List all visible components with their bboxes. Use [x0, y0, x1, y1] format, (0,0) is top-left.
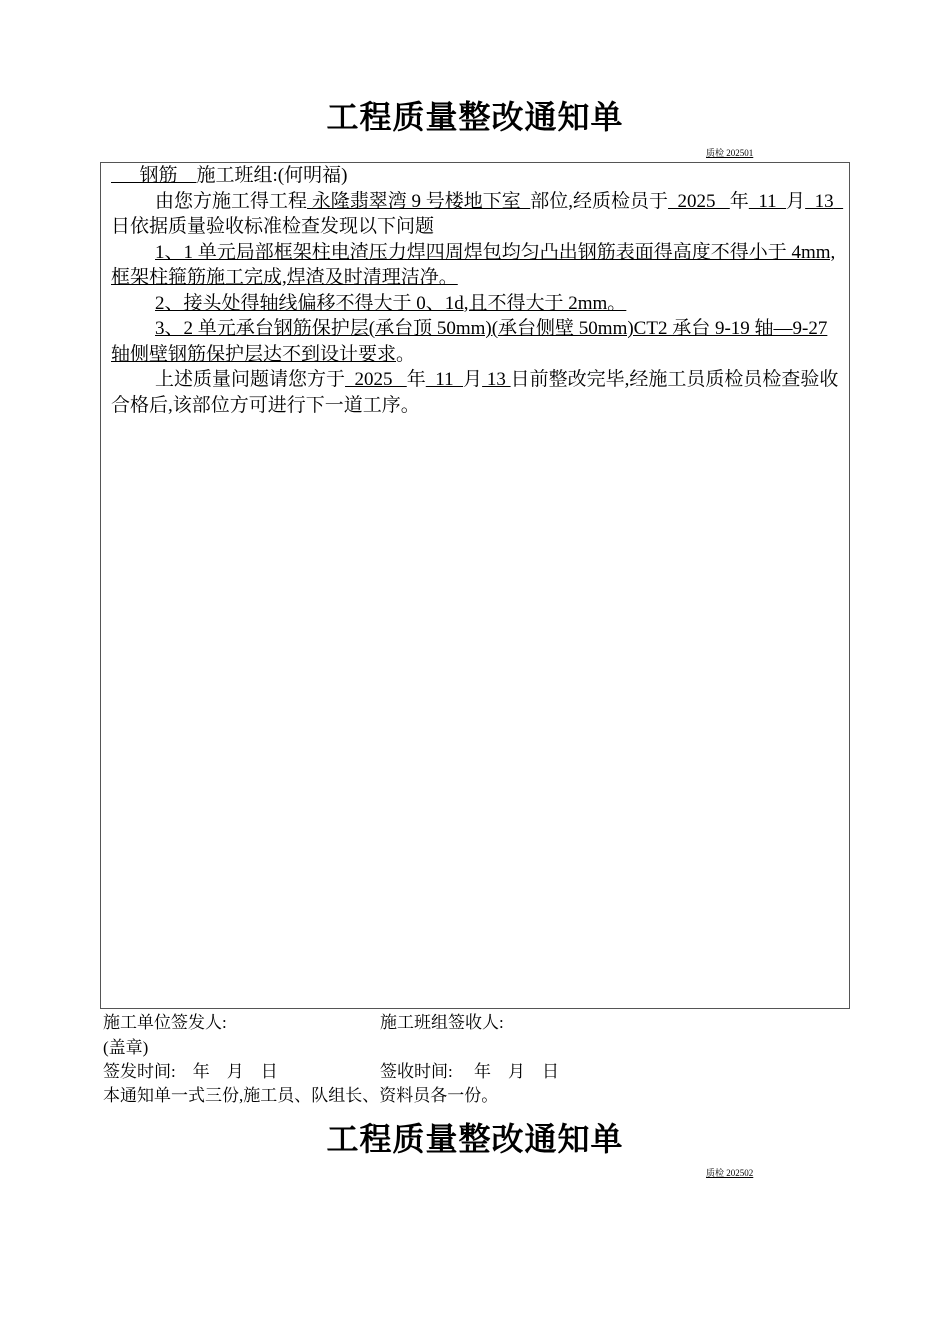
issue-item	[111, 240, 841, 291]
deadline-paragraph	[111, 367, 841, 418]
blank-pre	[111, 165, 140, 186]
deadline-month-field: 11	[425, 369, 464, 390]
intro-paragraph	[111, 189, 844, 240]
issue-text: 1、1 单元局部框架柱电渣压力焊四周焊包均匀凸出钢筋表面得高度不得小于 4mm,框架柱箍筋施工完成,焊渣及时清理洁净。	[111, 241, 836, 288]
deadline-year-field: 2025	[345, 369, 407, 390]
page-title: 工程质量整改通知单	[326, 98, 624, 136]
intro-text: 部位,经质检员于	[530, 190, 669, 212]
intro-text: 月	[786, 190, 806, 212]
intro-text: 年	[729, 190, 749, 212]
copies-note: 本通知单一式三份,施工员、队组长、资料员各一份。	[103, 1086, 499, 1105]
receive-time-label: 签收时间: 年 月 日	[380, 1062, 559, 1081]
notice-content	[111, 163, 844, 418]
inspect-year-field: 2025	[668, 190, 730, 212]
notice-code-2: 质检 202502	[706, 1168, 754, 1178]
blank-post	[178, 165, 197, 186]
inspect-month-field: 11	[748, 190, 787, 212]
inspect-day-field: 13	[805, 190, 844, 212]
deadline-text: 年	[406, 369, 426, 390]
notice-box	[100, 162, 850, 1009]
page-title-2: 工程质量整改通知单	[326, 1120, 624, 1158]
issuer-label: 施工单位签发人:	[103, 1013, 227, 1032]
issue-item	[111, 291, 841, 317]
receiver-label: 施工班组签收人:	[380, 1013, 504, 1032]
intro-text: 由您方施工得工程	[155, 190, 308, 212]
deadline-text: 月	[463, 369, 483, 390]
issue-text: 3、2 单元承台钢筋保护层(承台顶 50mm)(承台侧壁 50mm)CT2 承台 9-19 轴—9-27 轴侧壁钢筋保护层达不到设计要求	[111, 318, 828, 365]
seal-label: (盖章)	[103, 1038, 149, 1057]
issue-text: 2、接头处得轴线偏移不得大于 0、1d,且不得大于 2mm。	[155, 292, 627, 314]
deadline-text: 日前整改完毕,经施工员质检员检查验收合格后,该部位方可进行下一道工序。	[111, 369, 839, 416]
issue-time-label: 签发时间: 年 月 日	[103, 1062, 278, 1081]
deadline-text: 上述质量问题请您方于	[155, 369, 346, 390]
intro-text: 日依据质量验收标准检查发现以下问题	[111, 216, 435, 237]
team-label: 施工班组:(何明福)	[196, 165, 348, 186]
deadline-day-field: 13	[482, 369, 511, 390]
notice-code: 质检 202501	[706, 148, 754, 158]
issue-item	[111, 316, 841, 367]
issue-tail: 。	[396, 343, 416, 365]
project-field: 永隆翡翠湾 9 号楼地下室	[307, 190, 531, 212]
trade-field: 钢筋	[139, 165, 178, 186]
team-line	[111, 163, 841, 189]
